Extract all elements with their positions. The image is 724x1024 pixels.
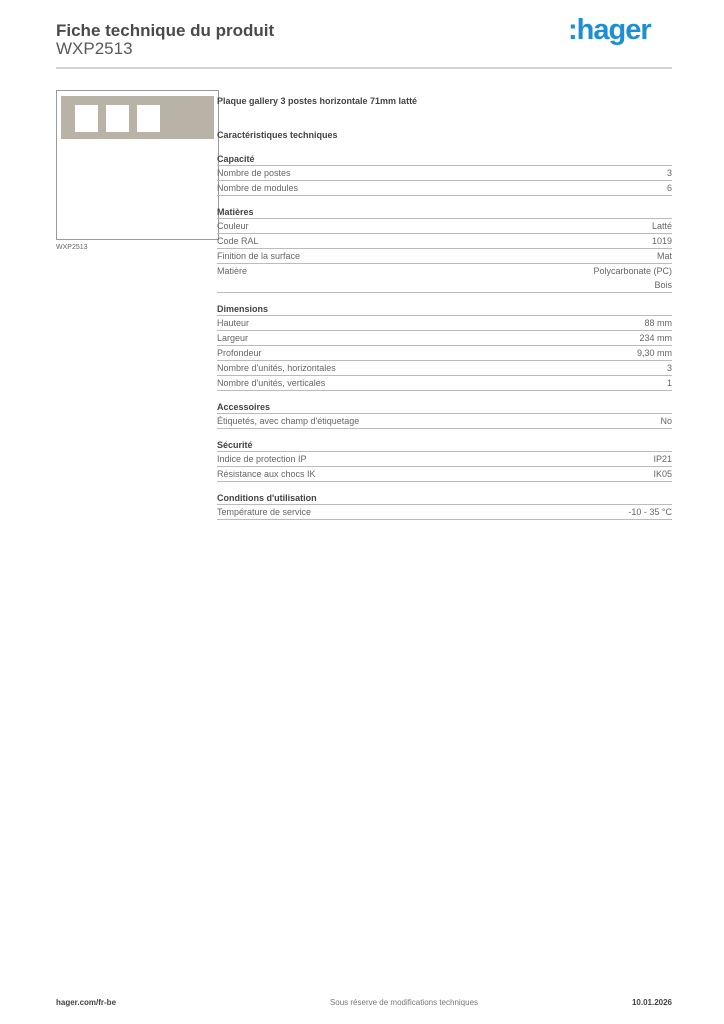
spec-value: 6	[666, 183, 672, 193]
spec-panel	[217, 96, 672, 529]
spec-row	[217, 316, 672, 331]
spec-label: Température de service	[217, 507, 312, 517]
spec-value: IP21	[653, 454, 672, 464]
spec-row	[217, 234, 672, 249]
section-heading: Capacité	[217, 152, 672, 166]
spec-label: Résistance aux chocs IK	[217, 469, 316, 479]
spec-row	[217, 376, 672, 391]
spec-value: Latté	[651, 221, 672, 231]
spec-row	[217, 166, 672, 181]
image-caption: WXP2513	[56, 244, 88, 251]
footer	[56, 998, 672, 1007]
spec-label: Nombre d'unités, horizontales	[217, 363, 336, 373]
spec-value: No	[660, 416, 672, 426]
spec-row	[217, 219, 672, 234]
spec-row	[217, 452, 672, 467]
hager-logo: :hager	[568, 14, 651, 46]
spec-label: Étiquetés, avec champ d'étiquetage	[217, 416, 360, 426]
spec-section	[217, 400, 672, 429]
product-title: Plaque gallery 3 postes horizontale 71mm latté	[217, 96, 418, 106]
spec-value: -10 - 35 °C	[628, 507, 672, 517]
spec-label: Nombre d'unités, verticales	[217, 378, 326, 388]
spec-label: Hauteur	[217, 318, 250, 328]
spec-value: Mat	[656, 251, 672, 261]
spec-row	[217, 361, 672, 376]
spec-label: Matière	[217, 266, 248, 276]
footer-website-link[interactable]: hager.com/fr-be	[56, 998, 117, 1007]
spec-section	[217, 302, 672, 391]
footer-date: 10.01.2026	[631, 998, 672, 1007]
spec-value: 3	[666, 363, 672, 373]
spec-row	[217, 264, 672, 293]
spec-value: IK05	[653, 469, 672, 479]
header-divider	[56, 67, 672, 69]
section-heading: Sécurité	[217, 438, 672, 452]
spec-row	[217, 331, 672, 346]
spec-section	[217, 205, 672, 293]
spec-label: Largeur	[217, 333, 249, 343]
spec-section	[217, 152, 672, 196]
spec-label: Couleur	[217, 221, 249, 231]
spec-label: Indice de protection IP	[217, 454, 307, 464]
spec-value: Polycarbonate (PC) Bois	[593, 266, 672, 290]
spec-value: 88 mm	[644, 318, 672, 328]
spec-row	[217, 346, 672, 361]
section-heading: Matières	[217, 205, 672, 219]
spec-value: 1019	[651, 236, 672, 246]
spec-row	[217, 181, 672, 196]
specs-heading: Caractéristiques techniques	[217, 130, 338, 140]
spec-label: Nombre de modules	[217, 183, 299, 193]
spec-label: Profondeur	[217, 348, 262, 358]
wall-plate-illustration	[61, 96, 214, 139]
section-heading: Dimensions	[217, 302, 672, 316]
page-title: Fiche technique du produit	[56, 21, 275, 40]
spec-label: Code RAL	[217, 236, 259, 246]
spec-row	[217, 467, 672, 482]
product-image	[56, 90, 219, 240]
section-heading: Conditions d'utilisation	[217, 491, 672, 505]
spec-label: Finition de la surface	[217, 251, 301, 261]
spec-value: 9,30 mm	[636, 348, 672, 358]
spec-value: 1	[666, 378, 672, 388]
spec-label: Nombre de postes	[217, 168, 291, 178]
spec-row	[217, 249, 672, 264]
spec-row	[217, 505, 672, 520]
spec-row	[217, 414, 672, 429]
spec-section	[217, 438, 672, 482]
spec-section	[217, 491, 672, 520]
section-heading: Accessoires	[217, 400, 672, 414]
spec-value: 234 mm	[639, 333, 672, 343]
product-code: WXP2513	[56, 39, 133, 58]
spec-value: 3	[666, 168, 672, 178]
footer-notice: Sous réserve de modifications techniques	[329, 998, 479, 1007]
